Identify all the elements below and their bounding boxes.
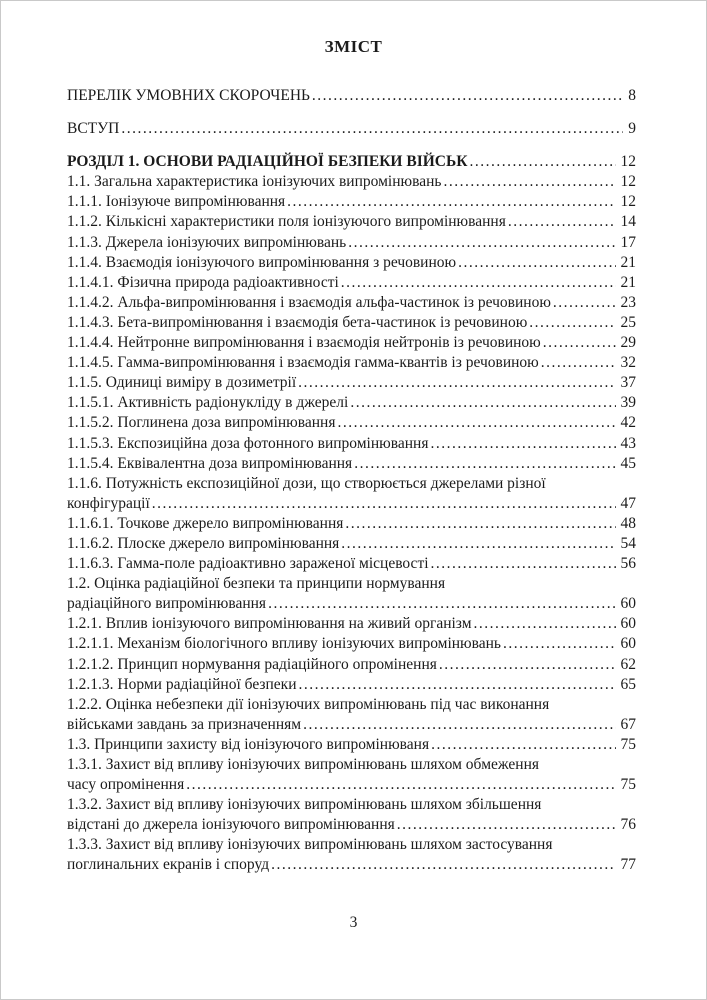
toc-entry [67, 313, 636, 333]
toc-entry [67, 554, 636, 574]
toc-line [67, 695, 636, 715]
toc-entry-text: 1.1.4.1. Фізична природа радіоактивності [67, 273, 339, 291]
toc-entry [67, 86, 636, 106]
dot-leader [152, 494, 616, 514]
toc-page-number: 12 [620, 173, 636, 191]
toc-page-number: 39 [620, 394, 636, 412]
toc-line [67, 192, 636, 212]
dot-leader [543, 333, 616, 353]
toc-entry-text: часу опромінення [67, 776, 185, 794]
toc-line [67, 313, 636, 333]
toc-entry [67, 514, 636, 534]
dot-leader [271, 855, 615, 875]
dot-leader [354, 454, 615, 474]
dot-leader [298, 373, 615, 393]
toc-line [67, 293, 636, 313]
toc-entry-text: 1.1.2. Кількісні характеристики поля іонізуючого випромінювання [67, 213, 506, 231]
toc-entry-text: 1.2.1.1. Механізм біологічного впливу іонізуючих випромінювань [67, 635, 501, 653]
toc-line [67, 172, 636, 192]
toc-entry [67, 152, 636, 172]
toc-page-number: 9 [628, 120, 636, 138]
toc-entry-text: 1.1.6. Потужність експозиційної дози, що створюється джерелами різної [67, 474, 546, 492]
footer-page-number: 3 [349, 914, 358, 931]
toc-line [67, 735, 636, 755]
toc-entry-text: військами завдань за призначенням [67, 715, 302, 733]
toc-page-number: 60 [620, 595, 636, 613]
toc-entry [67, 835, 636, 875]
toc-line [67, 353, 636, 373]
toc-line [67, 574, 636, 594]
toc-page-number: 54 [620, 534, 636, 552]
dot-leader [439, 655, 616, 675]
toc-entry-text: 1.1.6.2. Плоске джерело випромінювання [67, 534, 340, 552]
toc-page-number: 75 [620, 735, 636, 753]
dot-leader [337, 413, 615, 433]
toc-page-number: 47 [620, 494, 636, 512]
toc-page-number: 60 [620, 615, 636, 633]
toc-line [67, 715, 636, 735]
toc-page-number: 12 [620, 193, 636, 211]
dot-leader [121, 119, 623, 139]
toc-line [67, 855, 636, 875]
toc-page-number: 60 [620, 635, 636, 653]
page-title: ЗМІСТ [324, 37, 383, 56]
toc-line [67, 119, 636, 139]
toc-entry [67, 634, 636, 654]
toc-page-number: 77 [620, 856, 636, 874]
toc-page-number: 76 [620, 816, 636, 834]
dot-leader [443, 172, 615, 192]
toc-entry-text: 1.1.5.4. Еквівалентна доза випромінювання [67, 454, 353, 472]
toc-entry [67, 795, 636, 835]
toc-page-number: 12 [620, 153, 636, 171]
dot-leader [312, 86, 623, 106]
toc-entry-text: 1.2.1.3. Норми радіаційної безпеки [67, 675, 297, 693]
toc-entry-text: 1.2.2. Оцінка небезпеки дії іонізуючих випромінювань під час виконання [67, 695, 550, 713]
toc-page-number: 56 [620, 555, 636, 573]
toc-entry-text: 1.1. Загальна характеристика іонізуючих випромінювань [67, 173, 442, 191]
toc-entry [67, 253, 636, 273]
dot-leader [474, 614, 616, 634]
toc-line [67, 373, 636, 393]
dot-leader [431, 554, 616, 574]
dot-leader [529, 313, 615, 333]
toc-line [67, 434, 636, 454]
toc-page-number: 25 [620, 313, 636, 331]
toc-entry-text: 1.1.5.3. Експозиційна доза фотонного випромінювання [67, 434, 429, 452]
toc-entry-text: 1.1.3. Джерела іонізуючих випромінювань [67, 233, 347, 251]
toc-page-number: 42 [620, 414, 636, 432]
toc-line [67, 333, 636, 353]
toc-entry-text: ВСТУП [67, 120, 120, 138]
toc-entry [67, 172, 636, 192]
toc-entry [67, 655, 636, 675]
toc-entry-text: 1.1.4.2. Альфа-випромінювання і взаємодія альфа-частинок із речовиною [67, 293, 551, 311]
toc-entry [67, 413, 636, 433]
toc-page-number: 65 [620, 675, 636, 693]
toc-entry [67, 119, 636, 139]
toc-page-number: 23 [620, 293, 636, 311]
dot-leader [287, 192, 615, 212]
toc-entry-text: 1.1.5.2. Поглинена доза випромінювання [67, 414, 336, 432]
toc-entry-text: 1.2. Оцінка радіаційної безпеки та принципи нормування [67, 575, 446, 593]
toc-entry-text: 1.2.1.2. Принцип нормування радіаційного опромінення [67, 655, 437, 673]
toc-entry-text: 1.3.1. Захист від впливу іонізуючих випромінювань шляхом обмеження [67, 756, 540, 773]
toc-line [67, 152, 636, 172]
toc-line [67, 655, 636, 675]
toc-entry-text: ПЕРЕЛІК УМОВНИХ СКОРОЧЕНЬ [67, 87, 310, 104]
toc-line [67, 614, 636, 634]
toc-line [67, 534, 636, 554]
toc-line [67, 474, 636, 494]
toc-page-number: 32 [620, 354, 636, 372]
toc-line [67, 212, 636, 232]
dot-leader [469, 152, 615, 172]
toc-entry [67, 474, 636, 514]
table-of-contents [1, 86, 706, 876]
toc-entry [67, 614, 636, 634]
toc-entry [67, 675, 636, 695]
toc-entry-text: 1.3. Принципи захисту від іонізуючого випромінюваня [67, 735, 430, 753]
toc-entry-text: 1.1.6.3. Гамма-поле радіоактивно зараженої місцевості [67, 555, 429, 573]
toc-entry-text: відстані до джерела іонізуючого випромінювання [67, 816, 395, 834]
toc-page-number: 75 [620, 776, 636, 794]
toc-page-number: 14 [620, 213, 636, 231]
toc-entry [67, 454, 636, 474]
toc-page-number: 48 [620, 514, 636, 532]
toc-page-number: 21 [620, 273, 636, 291]
dot-leader [508, 212, 616, 232]
toc-entry [67, 293, 636, 313]
dot-leader [541, 353, 616, 373]
toc-line [67, 755, 636, 775]
toc-line [67, 494, 636, 514]
toc-line [67, 273, 636, 293]
toc-line [67, 775, 636, 795]
toc-entry [67, 434, 636, 454]
toc-entry-text: 1.2.1. Вплив іонізуючого випромінювання на живий організм [67, 615, 472, 633]
toc-entry [67, 735, 636, 755]
toc-line [67, 675, 636, 695]
toc-line [67, 594, 636, 614]
toc-entry [67, 333, 636, 353]
toc-entry [67, 574, 636, 614]
dot-leader [458, 253, 615, 273]
toc-line [67, 634, 636, 654]
toc-entry [67, 755, 636, 795]
toc-page-number: 21 [620, 253, 636, 271]
toc-line [67, 454, 636, 474]
toc-entry [67, 192, 636, 212]
dot-leader [350, 393, 615, 413]
toc-page-number: 67 [620, 715, 636, 733]
toc-entry-text: 1.3.2. Захист від впливу іонізуючих випромінювань шляхом збільшення [67, 796, 542, 814]
dot-leader [503, 634, 616, 654]
toc-line [67, 554, 636, 574]
toc-entry-text: 1.1.4.5. Гамма-випромінювання і взаємодія гамма-квантів із речовиною [67, 354, 539, 372]
toc-entry-text: конфігурації [67, 494, 150, 512]
toc-page-number: 45 [620, 454, 636, 472]
toc-entry-text: 1.1.5. Одиниці виміру в дозиметрії [67, 374, 297, 392]
dot-leader [431, 735, 615, 755]
toc-entry-text: 1.1.4.4. Нейтронне випромінювання і взаємодія нейтронів із речовиною [67, 334, 541, 352]
toc-line [67, 815, 636, 835]
toc-line [67, 413, 636, 433]
toc-entry-text: 1.3.3. Захист від впливу іонізуючих випромінювань шляхом застосування [67, 836, 553, 854]
toc-page-number: 62 [620, 655, 636, 673]
dot-leader [341, 273, 616, 293]
toc-entry-text: 1.1.6.1. Точкове джерело випромінювання [67, 514, 344, 532]
dot-leader [430, 434, 615, 454]
toc-entry-text: 1.1.5.1. Активність радіонукліду в джерелі [67, 394, 349, 412]
toc-line [67, 835, 636, 855]
toc-page-number: 17 [620, 233, 636, 251]
toc-entry-text: поглинальних екранів і споруд [67, 856, 270, 874]
toc-entry-text: 1.1.1. Іонізуюче випромінювання [67, 193, 286, 211]
toc-page-number: 29 [620, 334, 636, 352]
toc-entry [67, 534, 636, 554]
toc-line [67, 253, 636, 273]
toc-entry-text: 1.1.4.3. Бета-випромінювання і взаємодія бета-частинок із речовиною [67, 313, 528, 331]
toc-line [67, 393, 636, 413]
dot-leader [345, 514, 615, 534]
dot-leader [186, 775, 615, 795]
toc-entry [67, 695, 636, 735]
toc-page-number: 37 [620, 374, 636, 392]
toc-line [67, 86, 636, 106]
toc-entry [67, 393, 636, 413]
toc-line [67, 514, 636, 534]
dot-leader [341, 534, 615, 554]
toc-entry-text: РОЗДІЛ 1. ОСНОВИ РАДІАЦІЙНОЇ БЕЗПЕКИ ВІЙСЬК [67, 153, 468, 171]
dot-leader [553, 293, 616, 313]
toc-entry [67, 373, 636, 393]
toc-line [67, 233, 636, 253]
dot-leader [303, 715, 615, 735]
toc-line [67, 795, 636, 815]
toc-entry [67, 212, 636, 232]
dot-leader [348, 233, 615, 253]
dot-leader [299, 675, 616, 695]
toc-entry [67, 233, 636, 253]
dot-leader [268, 594, 615, 614]
dot-leader [397, 815, 616, 835]
toc-entry-text: радіаційного випромінювання [67, 595, 267, 613]
toc-page-number: 43 [620, 434, 636, 452]
toc-entry [67, 273, 636, 293]
toc-entry [67, 353, 636, 373]
toc-page-number: 8 [628, 87, 636, 104]
toc-entry-text: 1.1.4. Взаємодія іонізуючого випромінювання з речовиною [67, 253, 457, 271]
